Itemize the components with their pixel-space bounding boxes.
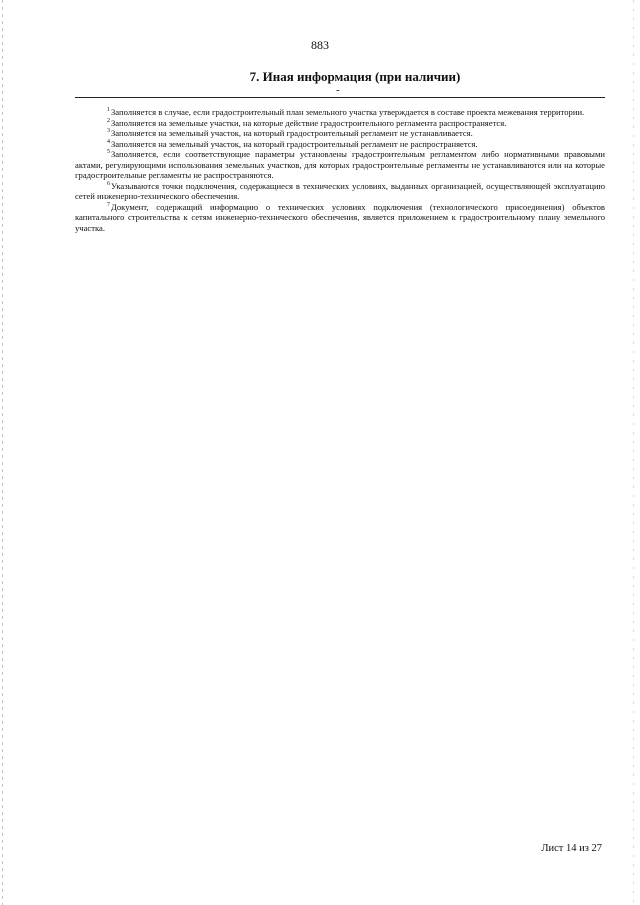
footnote-divider (75, 97, 605, 98)
footnote-mark: 7 (107, 201, 110, 208)
footnote-text: Заполняется на земельные участки, на которые действие градостроительного регламента распространяется. (111, 117, 507, 128)
footnote (75, 139, 605, 150)
stray-mark: - (336, 84, 340, 96)
footnote-mark: 4 (107, 138, 110, 145)
sheet-counter: Лист 14 из 27 (541, 843, 602, 854)
footnote-mark: 5 (107, 149, 110, 156)
page-number: 883 (311, 38, 329, 52)
footnote-text: Заполняется на земельный участок, на который градостроительный регламент не устанавливается. (111, 128, 473, 138)
section-title: 7. Иная информация (при наличии) (249, 69, 461, 84)
footnote-text: Документ, содержащий информацию о технических условиях подключения (технологического присоединения) объектов капитального строительства к сетям инженерно-технического обеспечения, является приложением к градостроительному плану земельного участка. (75, 201, 605, 233)
footnote-text: Указываются точки подключения, содержащиеся в технических условиях, выданных организацией, осуществляющей эксплуатацию сетей инженерно-технического обеспечения. (75, 180, 605, 201)
footnote-mark: 1 (107, 107, 110, 114)
footnote (75, 202, 605, 234)
scan-edge-right (633, 0, 634, 905)
footnote-mark: 6 (107, 180, 110, 187)
scan-edge-left (2, 0, 3, 905)
footnote-mark: 3 (107, 128, 110, 135)
footnote-text: Заполняется, если соответствующие параметры установлены градостроительным регламентом либо нормативными правовыми актами, регулирующими использования земельных участков, для которых градостроительные регламенты не устанавливаются или на которые градостроительные регламенты не распространяются. (75, 149, 605, 180)
footnotes-block (75, 107, 605, 233)
footnote (75, 118, 605, 129)
footnote-text: Заполняется на земельный участок, на который градостроительный регламент не распространяется. (111, 138, 478, 149)
footnote (75, 107, 605, 118)
footnote-text: Заполняется в случае, если градостроительный план земельного участка утверждается в составе проекта межевания территории. (111, 107, 585, 117)
footnote-mark: 2 (107, 117, 110, 124)
footnote (75, 128, 605, 139)
footnote (75, 149, 605, 181)
footnote (75, 181, 605, 202)
